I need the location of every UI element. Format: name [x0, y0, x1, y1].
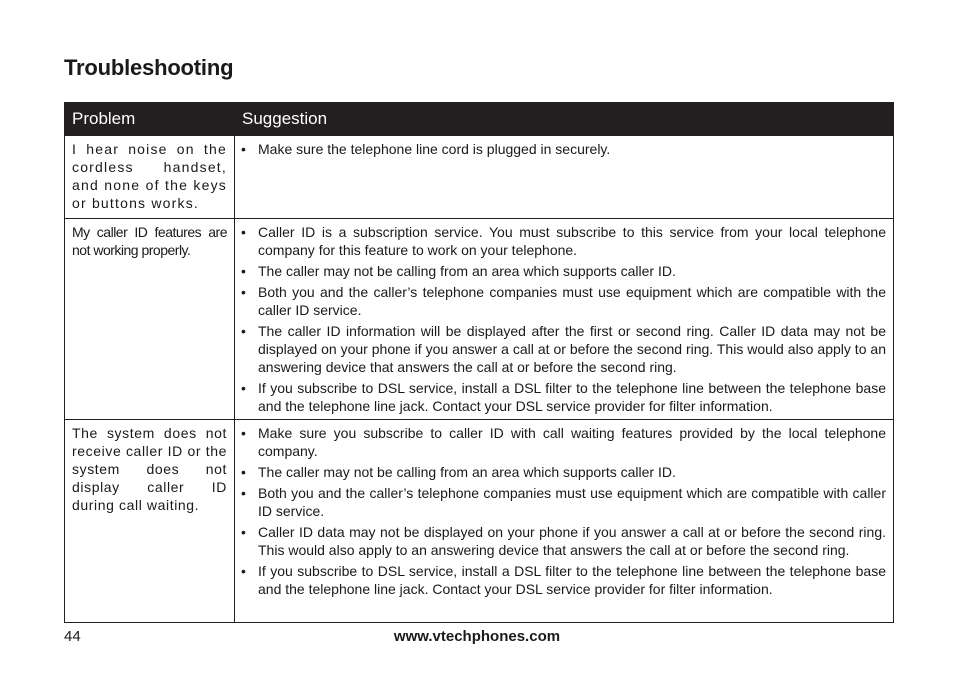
suggestion-cell	[235, 136, 894, 219]
problem-cell: The system does not receive caller ID or the system does not display caller ID during call waiting.	[65, 420, 235, 623]
table-row	[65, 136, 894, 219]
suggestion-item: • Caller ID data may not be displayed on your phone if you answer a call at or before the second ring. This would also apply to an answering device that answers the call at or before the second ring.	[241, 523, 886, 559]
suggestion-cell	[235, 420, 894, 623]
website-url: www.vtechphones.com	[393, 628, 561, 645]
header-problem: Problem	[65, 103, 235, 136]
suggestion-item: • If you subscribe to DSL service, install a DSL filter to the telephone line between the telephone base and the telephone line jack. Contact your DSL service provider for filter information.	[241, 379, 886, 415]
suggestion-item: • The caller may not be calling from an area which supports caller ID.	[241, 262, 886, 280]
suggestion-item: • The caller may not be calling from an area which supports caller ID.	[241, 463, 886, 481]
suggestion-item: • Both you and the caller’s telephone companies must use equipment which are compatible with the caller ID service.	[241, 283, 886, 319]
suggestion-item: • Caller ID is a subscription service. You must subscribe to this service from your local telephone company for this feature to work on your telephone.	[241, 223, 886, 259]
page-title: Troubleshooting	[64, 55, 234, 80]
suggestion-item: • If you subscribe to DSL service, install a DSL filter to the telephone line between the telephone base and the telephone line jack. Contact your DSL service provider for filter information.	[241, 562, 886, 598]
table-row	[65, 219, 894, 420]
troubleshooting-table	[64, 102, 894, 623]
suggestion-list	[241, 424, 886, 598]
problem-cell: I hear noise on the cordless handset, and none of the keys or buttons works.	[65, 136, 235, 219]
suggestion-cell	[235, 219, 894, 420]
header-suggestion: Suggestion	[235, 103, 894, 136]
suggestion-item: • The caller ID information will be displayed after the first or second ring. Caller ID data may not be displayed on your phone if you answer a call at or before the second ring. This would also apply to an answering device that answers the call at or before the second ring.	[241, 322, 886, 376]
suggestion-list	[241, 223, 886, 415]
suggestion-item: • Both you and the caller’s telephone companies must use equipment which are compatible with caller ID service.	[241, 484, 886, 520]
suggestion-item: • Make sure you subscribe to caller ID with call waiting features provided by the local telephone company.	[241, 424, 886, 460]
suggestion-list	[241, 140, 886, 158]
table-row	[65, 420, 894, 623]
problem-cell: My caller ID features are not working properly.	[65, 219, 235, 420]
suggestion-item: • Make sure the telephone line cord is plugged in securely.	[241, 140, 886, 158]
table-header-row	[65, 103, 894, 136]
page-number: 44	[64, 628, 81, 645]
